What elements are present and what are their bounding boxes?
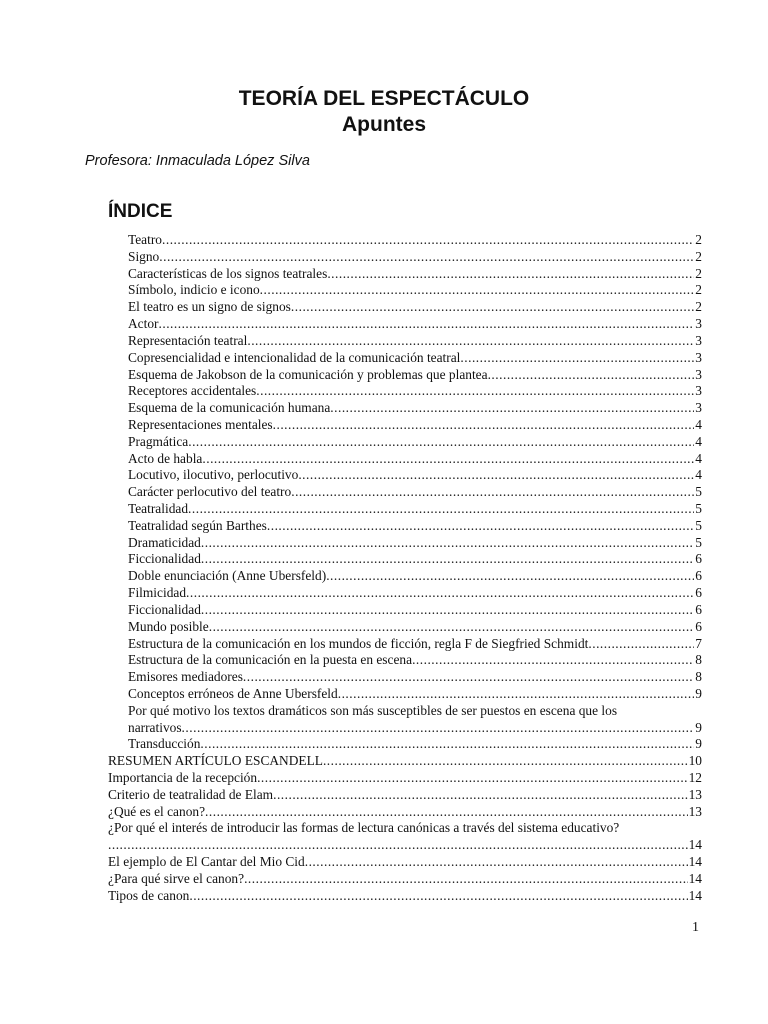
toc-entry[interactable] xyxy=(128,602,702,619)
toc-entry[interactable] xyxy=(128,434,702,451)
dot-leader xyxy=(588,636,694,653)
document-title: TEORÍA DEL ESPECTÁCULO xyxy=(238,87,530,110)
toc-entry-title: Estructura de la comunicación en la puesta en escena xyxy=(128,652,413,668)
dot-leader xyxy=(186,585,694,602)
toc-entry[interactable] xyxy=(108,888,702,905)
dot-leader xyxy=(243,669,694,686)
dot-leader xyxy=(159,316,695,333)
toc-entry[interactable] xyxy=(128,316,702,333)
dot-leader xyxy=(188,501,694,518)
toc-entry-page: 13 xyxy=(688,786,702,802)
dot-leader xyxy=(182,720,695,737)
dot-leader xyxy=(326,568,694,585)
toc-entry-title: Filmicidad xyxy=(128,585,187,601)
dot-leader xyxy=(162,232,694,249)
toc-entry-title: Importancia de la recepción xyxy=(108,770,258,785)
toc-entry[interactable] xyxy=(128,535,702,552)
toc-entry-page: 2 xyxy=(695,248,702,264)
dot-leader xyxy=(305,854,688,871)
toc-entry-title: Actor xyxy=(128,316,159,332)
toc-entry-page: 14 xyxy=(688,837,702,853)
toc-entry-page: 5 xyxy=(695,501,702,516)
dot-leader xyxy=(201,551,694,568)
toc-entry[interactable] xyxy=(128,232,702,249)
toc-entry-title: El ejemplo de El Cantar del Mio Cid xyxy=(108,854,305,870)
page-number: 1 xyxy=(692,920,699,935)
toc-entry-page: 3 xyxy=(695,349,702,365)
toc-entry-title: Estructura de la comunicación en los mundos de ficción, regla F de Siegfried Schmidt xyxy=(128,635,589,651)
toc-entry-page: 4 xyxy=(695,467,702,483)
toc-entry-title: Símbolo, indicio e icono xyxy=(128,282,260,298)
toc-entry-title: narrativos xyxy=(128,719,182,735)
dot-leader xyxy=(291,299,694,316)
toc-entry-page: 3 xyxy=(695,366,702,382)
dot-leader xyxy=(209,619,695,636)
toc-entry-page: 3 xyxy=(695,383,702,399)
toc-entry-page: 14 xyxy=(688,870,702,886)
toc-entry[interactable] xyxy=(128,585,702,602)
toc-entry-page: 12 xyxy=(688,770,702,785)
toc-entry-page: 2 xyxy=(695,265,702,281)
dot-leader xyxy=(244,871,688,888)
toc-entry[interactable] xyxy=(108,854,702,871)
dot-leader xyxy=(412,652,694,669)
toc-entry-title: Acto de habla xyxy=(128,450,203,466)
toc-entry[interactable] xyxy=(128,686,702,703)
toc-entry[interactable] xyxy=(128,266,702,283)
dot-leader xyxy=(260,282,695,299)
toc-entry-page: 9 xyxy=(695,719,702,735)
dot-leader xyxy=(159,249,694,266)
toc-entry[interactable] xyxy=(128,736,702,753)
toc-entry-title: Signo xyxy=(128,248,160,264)
toc-entry-title: ¿Qué es el canon? xyxy=(108,803,206,819)
toc-entry-title: RESUMEN ARTÍCULO ESCANDELL xyxy=(108,753,323,769)
dot-leader xyxy=(338,686,695,703)
dot-leader xyxy=(200,736,694,753)
toc-entry-page: 9 xyxy=(695,685,702,701)
toc-entry-page: 6 xyxy=(695,618,702,634)
toc-entry[interactable] xyxy=(128,249,702,266)
dot-leader xyxy=(247,333,694,350)
toc-entry-title: Características de los signos teatrales xyxy=(128,265,328,281)
toc-entry[interactable] xyxy=(128,551,702,568)
dot-leader xyxy=(256,383,694,400)
toc-entry-page: 5 xyxy=(695,517,702,533)
toc-entry-page: 2 xyxy=(695,299,702,315)
toc-entry-page: 3 xyxy=(695,400,702,416)
dot-leader xyxy=(201,535,694,552)
toc-entry[interactable] xyxy=(128,518,702,535)
toc-entry[interactable] xyxy=(128,669,702,686)
table-of-contents xyxy=(0,232,768,905)
dot-leader xyxy=(189,888,687,905)
toc-entry-title: Teatralidad según Barthes xyxy=(128,517,267,533)
dot-leader xyxy=(257,770,688,787)
toc-entry[interactable] xyxy=(128,299,702,316)
toc-entry-title: Dramaticidad xyxy=(128,534,201,550)
toc-entry[interactable] xyxy=(108,820,702,854)
dot-leader xyxy=(108,837,688,854)
toc-entry[interactable] xyxy=(128,703,702,737)
toc-entry-title: Representaciones mentales xyxy=(128,416,273,432)
toc-entry-title: Carácter perlocutivo del teatro xyxy=(128,484,292,500)
toc-entry-page: 14 xyxy=(688,887,702,903)
toc-entry[interactable] xyxy=(128,400,702,417)
toc-entry-title: Locutivo, ilocutivo, perlocutivo xyxy=(128,467,299,483)
index-heading: ÍNDICE xyxy=(108,201,173,222)
toc-entry-page: 6 xyxy=(695,551,702,567)
toc-entry[interactable] xyxy=(128,417,702,434)
dot-leader xyxy=(291,484,694,501)
toc-entry[interactable] xyxy=(128,501,702,518)
toc-entry-title-line1: ¿Por qué el interés de introducir las formas de lectura canónicas a través del sistema educativo? xyxy=(108,820,620,836)
toc-entry-title: Transducción xyxy=(128,736,201,752)
toc-entry-title: ¿Para qué sirve el canon? xyxy=(108,870,245,886)
toc-entry[interactable] xyxy=(108,787,702,804)
toc-entry-page: 2 xyxy=(695,232,702,247)
dot-leader xyxy=(267,518,694,535)
toc-entry[interactable] xyxy=(128,636,702,653)
toc-entry-page: 13 xyxy=(688,803,702,819)
toc-entry[interactable] xyxy=(128,383,702,400)
toc-entry-title: Tipos de canon xyxy=(108,887,190,903)
dot-leader xyxy=(188,434,694,451)
teacher-line: Profesora: Inmaculada López Silva xyxy=(85,153,310,169)
toc-entry-title: Emisores mediadores xyxy=(128,669,243,685)
dot-leader xyxy=(273,787,688,804)
toc-entry-page: 3 xyxy=(695,316,702,332)
toc-entry-page: 5 xyxy=(695,484,702,500)
dot-leader xyxy=(330,400,694,417)
toc-entry-page: 8 xyxy=(695,652,702,668)
toc-entry[interactable] xyxy=(128,652,702,669)
dot-leader xyxy=(205,804,688,821)
toc-entry-page: 9 xyxy=(695,736,702,752)
toc-entry[interactable] xyxy=(108,804,702,821)
toc-entry-title: Teatro xyxy=(128,232,163,247)
dot-leader xyxy=(201,602,694,619)
document-subtitle: Apuntes xyxy=(342,113,426,136)
toc-entry[interactable] xyxy=(128,350,702,367)
toc-entry-page: 4 xyxy=(695,416,702,432)
toc-entry-page: 4 xyxy=(695,450,702,466)
toc-entry-title: Conceptos erróneos de Anne Ubersfeld xyxy=(128,685,338,701)
toc-entry-page: 5 xyxy=(695,534,702,550)
toc-entry-page: 6 xyxy=(695,568,702,584)
toc-entry[interactable] xyxy=(128,367,702,384)
toc-entry-title: Ficcionalidad xyxy=(128,601,201,617)
dot-leader xyxy=(327,266,694,283)
toc-entry-page: 7 xyxy=(695,635,702,651)
toc-entry[interactable] xyxy=(128,619,702,636)
toc-entry[interactable] xyxy=(128,467,702,484)
toc-entry-title: Criterio de teatralidad de Elam xyxy=(108,786,274,802)
toc-entry-title: Pragmática xyxy=(128,433,189,449)
toc-entry-page: 8 xyxy=(695,669,702,685)
toc-entry-page: 2 xyxy=(695,282,702,298)
toc-entry[interactable] xyxy=(128,333,702,350)
dot-leader xyxy=(273,417,695,434)
toc-entry[interactable] xyxy=(128,568,702,585)
toc-entry-title: Esquema de la comunicación humana xyxy=(128,400,331,416)
toc-entry-title: Mundo posible xyxy=(128,618,209,634)
toc-entry[interactable] xyxy=(108,770,702,787)
toc-entry-page: 6 xyxy=(695,585,702,601)
toc-entry[interactable] xyxy=(128,451,702,468)
toc-entry-title: Ficcionalidad xyxy=(128,551,201,567)
toc-entry[interactable] xyxy=(128,484,702,501)
dot-leader xyxy=(460,350,694,367)
dot-leader xyxy=(202,451,694,468)
toc-entry-title: Copresencialidad e intencionalidad de la comunicación teatral xyxy=(128,349,461,365)
toc-entry-title-line1: Por qué motivo los textos dramáticos son más susceptibles de ser puestos en escena que los xyxy=(128,702,618,718)
toc-entry-page: 14 xyxy=(688,854,702,870)
dot-leader xyxy=(488,367,695,384)
toc-entry-page: 4 xyxy=(695,433,702,449)
toc-entry-page: 3 xyxy=(695,332,702,348)
toc-entry-title: Teatralidad xyxy=(128,501,189,516)
toc-entry[interactable] xyxy=(128,282,702,299)
toc-entry-title: Esquema de Jakobson de la comunicación y problemas que plantea xyxy=(128,366,488,382)
toc-entry-title: Receptores accidentales xyxy=(128,383,257,399)
toc-entry-title: Doble enunciación (Anne Ubersfeld) xyxy=(128,568,327,584)
toc-entry-title: Representación teatral xyxy=(128,332,248,348)
dot-leader xyxy=(298,467,694,484)
toc-entry[interactable] xyxy=(108,871,702,888)
toc-entry[interactable] xyxy=(108,753,702,770)
toc-entry-page: 6 xyxy=(695,601,702,617)
toc-entry-page: 10 xyxy=(688,753,702,769)
dot-leader xyxy=(323,753,688,770)
toc-entry-title: El teatro es un signo de signos xyxy=(128,299,291,315)
